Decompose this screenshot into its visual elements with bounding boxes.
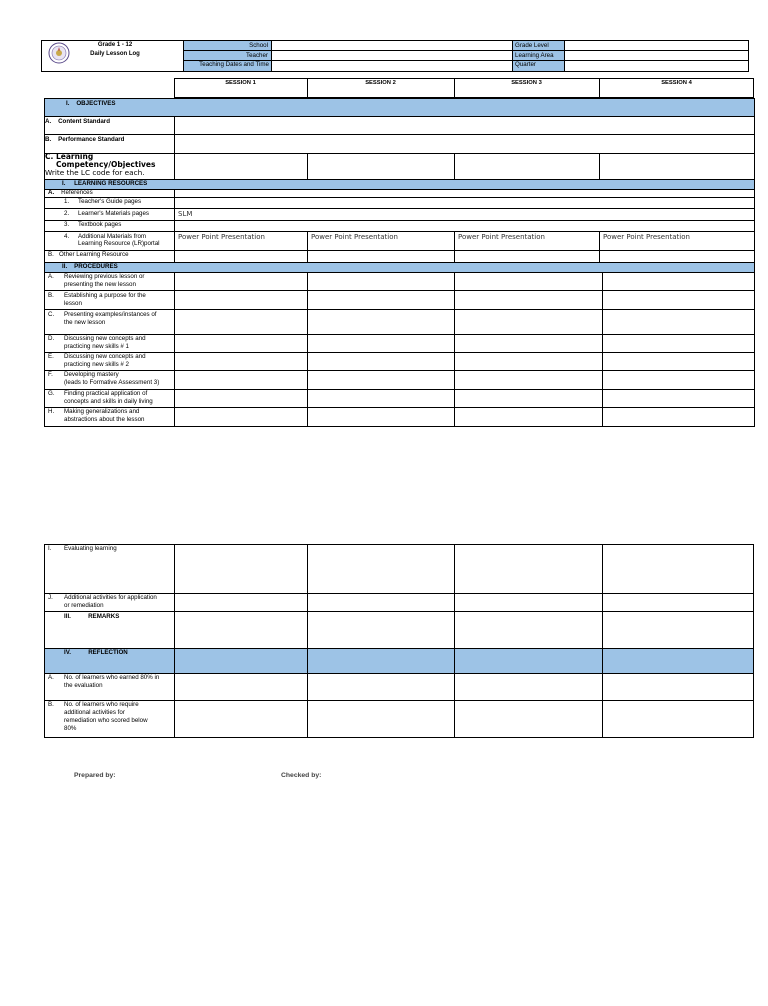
learning-resources-heading: I. LEARNING RESOURCES	[62, 180, 148, 187]
additional-letter: J.	[48, 594, 53, 601]
school-label: School	[249, 42, 268, 49]
procedure-g-line2: concepts and skills in daily living	[64, 398, 153, 405]
lm-value[interactable]: SLM	[178, 210, 193, 218]
quarter-label: Quarter	[515, 61, 536, 68]
procedure-c-line1: Presenting examples/instances of	[64, 311, 157, 318]
procedure-g-line1: Finding practical application of	[64, 390, 148, 397]
procedure-b-letter: B.	[48, 292, 54, 299]
procedure-h-letter: H.	[48, 408, 55, 415]
procedure-f-line2: (leads to Formative Assessment 3)	[64, 379, 160, 386]
procedure-e-line2: practicing new skills # 2	[64, 361, 129, 368]
ppt-session-2[interactable]: Power Point Presentation	[311, 233, 398, 241]
reflection-a-line1: No. of learners who earned 80% in	[64, 674, 160, 681]
prepared-by-label: Prepared by:	[74, 772, 116, 779]
evaluating-letter: I.	[48, 545, 52, 552]
teacher-label: Teacher	[245, 52, 268, 59]
references-label: A. References	[48, 189, 93, 196]
ppt-session-3[interactable]: Power Point Presentation	[458, 233, 545, 241]
procedure-e-letter: E.	[48, 353, 54, 360]
session-2-header: SESSION 2	[365, 80, 396, 86]
other-resource-label: B. Other Learning Resource	[48, 251, 129, 258]
procedure-e-line1: Discussing new concepts and	[64, 353, 146, 360]
procedure-h-line1: Making generalizations and	[64, 408, 140, 415]
ref-textbook: 3. Textbook pages	[64, 221, 122, 228]
session-3-header: SESSION 3	[511, 80, 542, 86]
performance-standard-label: B. Performance Standard	[45, 136, 125, 143]
procedure-b-line1: Establishing a purpose for the	[64, 292, 146, 299]
dates-label: Teaching Dates and Time	[199, 61, 269, 68]
deped-seal-logo	[48, 42, 70, 64]
reflection-b-letter: B.	[48, 701, 54, 708]
checked-by-label: Checked by:	[281, 772, 322, 779]
reflection-b-line3: remediation who scored below	[64, 717, 148, 724]
additional-line1: Additional activities for application	[64, 594, 157, 601]
evaluating-title: Evaluating learning	[64, 545, 117, 552]
procedure-f-letter: F.	[48, 371, 53, 378]
ref-learners-materials: 2. Learner's Materials pages	[64, 210, 149, 217]
procedure-g-letter: G.	[48, 390, 55, 397]
procedure-c-line2: the new lesson	[64, 319, 106, 326]
reflection-a-line2: the evaluation	[64, 682, 103, 689]
ppt-session-4[interactable]: Power Point Presentation	[603, 233, 690, 241]
objectives-heading: I. OBJECTIVES	[66, 100, 116, 107]
log-title: Daily Lesson Log	[90, 51, 140, 57]
competency-line1: C. Learning	[45, 152, 94, 161]
procedure-f-line1: Developing mastery	[64, 371, 119, 378]
procedure-a-line1: Reviewing previous lesson or	[64, 273, 145, 280]
reflection-heading: IV. REFLECTION	[64, 649, 128, 656]
grade-level-label: Grade Level	[515, 42, 549, 49]
remarks-heading: III. REMARKS	[64, 613, 120, 620]
procedure-h-line2: abstractions about the lesson	[64, 416, 145, 423]
reflection-a-letter: A.	[48, 674, 54, 681]
additional-line2: or remediation	[64, 602, 104, 609]
competency-line2: Competency/Objectives	[56, 160, 156, 169]
procedure-a-letter: A.	[48, 273, 54, 280]
reflection-b-line4: 80%	[64, 725, 77, 732]
ref-additional-materials: 4. Additional Materials from	[64, 233, 147, 240]
content-standard-label: A. Content Standard	[45, 118, 110, 125]
reflection-b-line2: additional activities for	[64, 709, 125, 716]
procedures-heading: II. PROCEDURES	[62, 263, 118, 270]
procedure-d-letter: D.	[48, 335, 55, 342]
procedure-b-line2: lesson	[64, 300, 82, 307]
learning-area-label: Learning Area	[515, 52, 554, 59]
procedure-c-letter: C.	[48, 311, 55, 318]
session-1-header: SESSION 1	[225, 80, 256, 86]
session-4-header: SESSION 4	[661, 80, 692, 86]
competency-lc-note: Write the LC code for each.	[45, 168, 145, 177]
procedure-d-line1: Discussing new concepts and	[64, 335, 146, 342]
ref-additional-materials-line2: Learning Resource (LR)portal	[78, 240, 160, 247]
procedure-a-line2: presenting the new lesson	[64, 281, 136, 288]
ref-teachers-guide: 1. Teacher's Guide pages	[64, 198, 142, 205]
grade-range: Grade 1 - 12	[97, 42, 133, 48]
reflection-b-line1: No. of learners who require	[64, 701, 139, 708]
procedure-d-line2: practicing new skills # 1	[64, 343, 129, 350]
ppt-session-1[interactable]: Power Point Presentation	[178, 233, 265, 241]
